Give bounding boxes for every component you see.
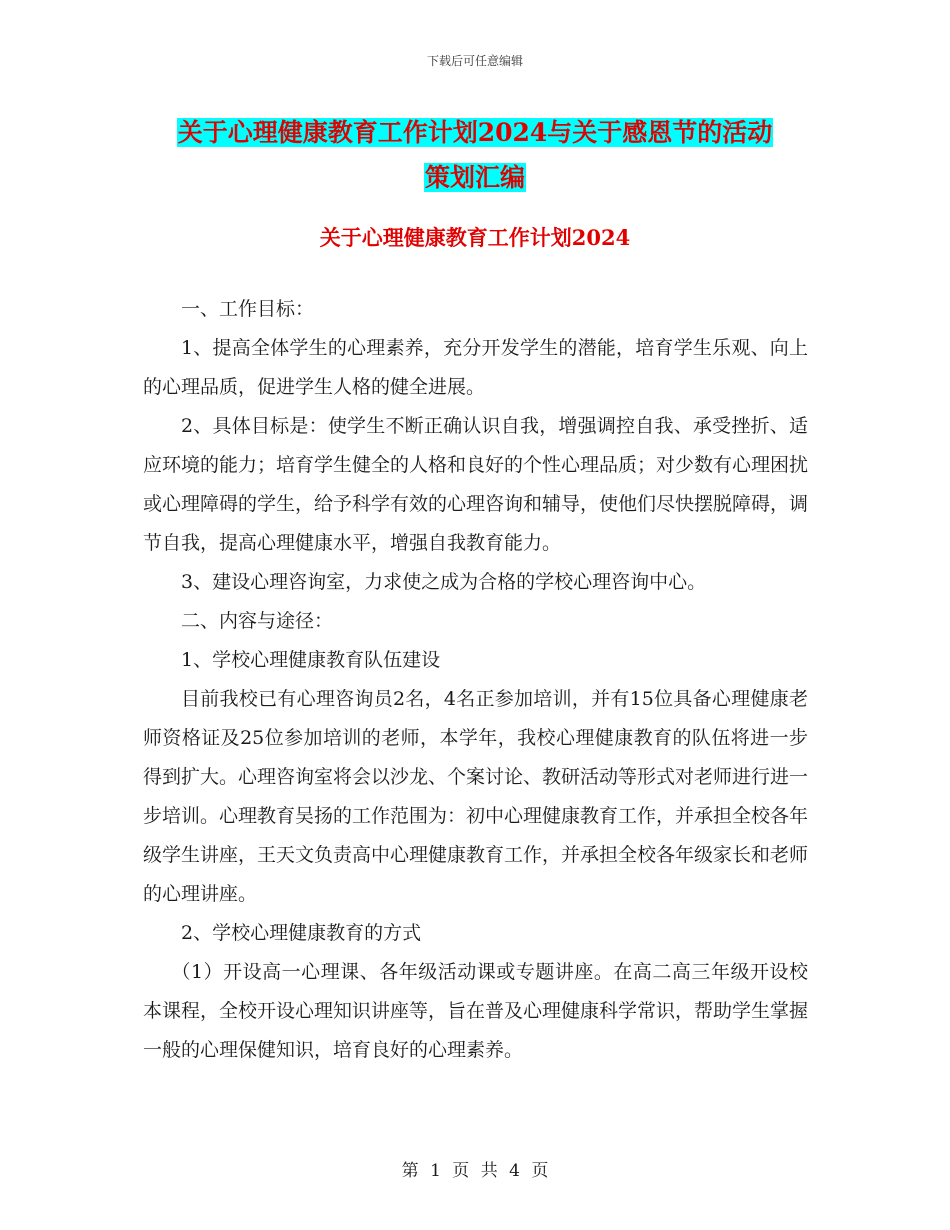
title-line-1: 关于心理健康教育工作计划2024与关于感恩节的活动 (177, 118, 773, 147)
paragraph-goal-1: 1、提高全体学生的心理素养，充分开发学生的潜能，培育学生乐观、向上的心理品质，促进学生人格的健全进展。 (143, 337, 808, 398)
paragraph-team-heading: 1、学校心理健康教育队伍建设 (181, 649, 441, 671)
section-title: 关于心理健康教育工作计划2024 (319, 225, 631, 250)
page-footer: 第 1 页 共 4 页 (401, 1161, 549, 1181)
document-title (140, 110, 810, 200)
document-body (143, 290, 808, 1070)
title-line-2: 策划汇编 (424, 163, 525, 192)
paragraph-goals-heading: 一、工作目标： (181, 298, 315, 320)
paragraph-methods-heading: 2、学校心理健康教育的方式 (181, 922, 422, 944)
paragraph-goal-3: 3、建设心理咨询室，力求使之成为合格的学校心理咨询中心。 (181, 571, 707, 593)
paragraph-team-body: 目前我校已有心理咨询员2名，4名正参加培训，并有15位具备心理健康老师资格证及25位参加培训的老师，本学年，我校心理健康教育的队伍将进一步得到扩大。心理咨询室将会以沙龙、个案讨论、教研活动等形式对老师进行进一步培训。心理教育吴扬的工作范围为：初中心理健康教育工作，并承担全校各年级学生讲座，王天文负责高中心理健康教育工作，并承担全校各年级家长和老师的心理讲座。 (143, 688, 809, 905)
paragraph-methods-1: （1）开设高一心理课、各年级活动课或专题讲座。在高二高三年级开设校本课程，全校开设心理知识讲座等，旨在普及心理健康科学常识，帮助学生掌握一般的心理保健知识，培育良好的心理素养。 (143, 961, 809, 1061)
paragraph-goal-2: 2、具体目标是：使学生不断正确认识自我，增强调控自我、承受挫折、适应环境的能力；培育学生健全的人格和良好的个性心理品质；对少数有心理困扰或心理障碍的学生，给予科学有效的心理咨询和辅导，使他们尽快摆脱障碍，调节自我，提高心理健康水平，增强自我教育能力。 (143, 415, 809, 554)
header-note: 下载后可任意编辑 (426, 54, 523, 68)
paragraph-content-heading: 二、内容与途径： (181, 610, 334, 632)
